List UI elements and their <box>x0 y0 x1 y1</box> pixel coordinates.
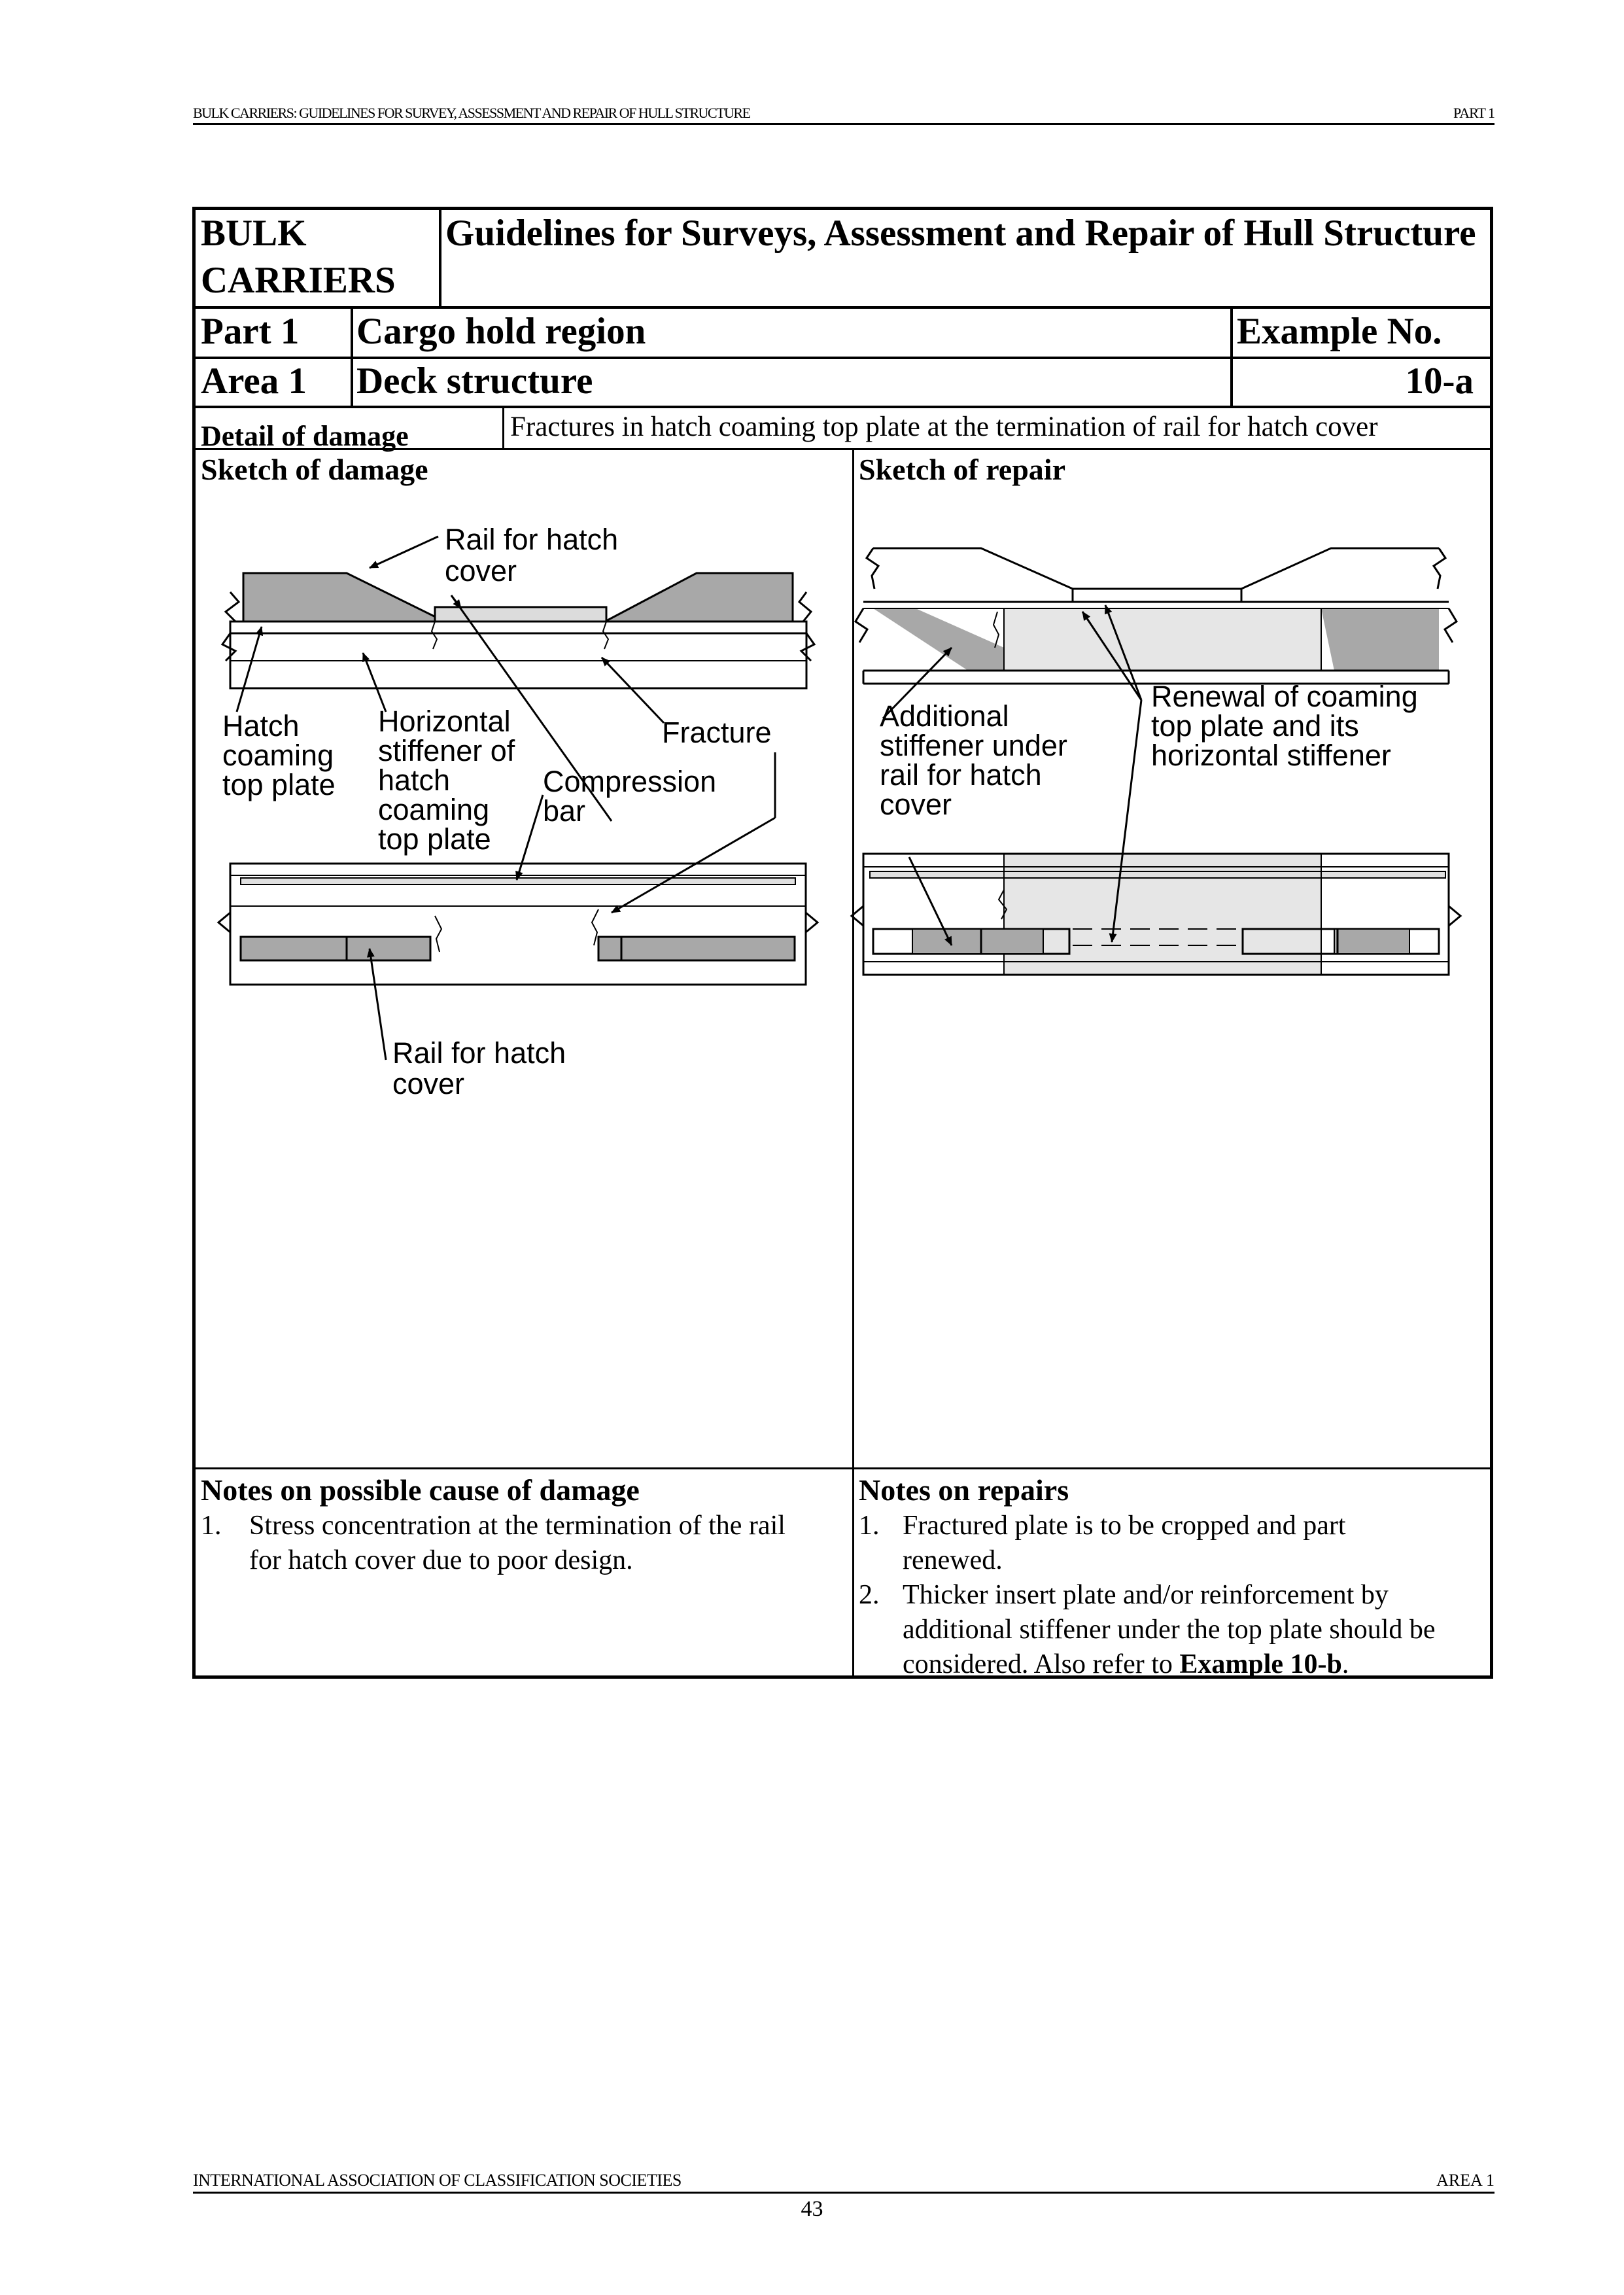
repair-elevation <box>855 548 1457 684</box>
area-label: Area 1 <box>201 360 307 402</box>
label-rail-top: Rail for hatch <box>445 523 619 556</box>
detail-text: Fractures in hatch coaming top plate at the termination of rail for hatch cover <box>510 412 1378 442</box>
label-hatch-coaming: Hatch <box>222 709 300 743</box>
header-part: PART 1 <box>1453 105 1494 121</box>
sketch-repair-heading: Sketch of repair <box>859 453 1066 486</box>
label-hatch-coaming: top plate <box>222 768 336 801</box>
label-compression-bar: Compression <box>543 765 717 798</box>
damage-plan <box>218 864 818 985</box>
footer-area: AREA 1 <box>1436 2171 1494 2190</box>
notes-repair-item-line: additional stiffener under the top plate should be <box>903 1615 1436 1645</box>
notes-cause-heading: Notes on possible cause of damage <box>201 1473 640 1507</box>
footer-organisation: INTERNATIONAL ASSOCIATION OF CLASSIFICATION SOCIETIES <box>193 2171 682 2190</box>
doc-title: Guidelines for Surveys, Assessment and Repair of Hull Structure <box>445 213 1476 254</box>
damage-sketch <box>218 523 818 1100</box>
example-number: 10-a <box>1405 360 1474 402</box>
notes-repair-item-number: 2. <box>859 1580 880 1610</box>
example-label: Example No. <box>1237 311 1442 352</box>
notes-cause-item-line: Stress concentration at the termination of the rail <box>249 1511 786 1541</box>
label-renewal: horizontal stiffener <box>1151 739 1391 772</box>
label-horizontal-stiffener: Horizontal <box>378 705 511 738</box>
label-additional-stiffener: Additional <box>880 699 1009 733</box>
label-additional-stiffener: rail for hatch <box>880 758 1042 792</box>
detail-label: Detail of damage <box>201 420 409 452</box>
notes-cause-item-line: for hatch cover due to poor design. <box>249 1545 633 1575</box>
label-horizontal-stiffener: coaming <box>378 793 490 826</box>
label-additional-stiffener: stiffener under <box>880 729 1067 762</box>
label-additional-stiffener: cover <box>880 788 952 821</box>
notes-repair-item-number: 1. <box>859 1511 880 1541</box>
sketch-damage-heading: Sketch of damage <box>201 453 428 486</box>
notes-repair-heading: Notes on repairs <box>859 1473 1069 1507</box>
part-label: Part 1 <box>201 311 300 352</box>
repair-plan <box>852 854 1460 975</box>
notes-repair-item-line: Thicker insert plate and/or reinforcement by <box>903 1580 1389 1610</box>
label-rail-bottom: Rail for hatch <box>392 1036 566 1070</box>
notes-repair-item-line: considered. Also refer to Example 10-b. <box>903 1649 1349 1679</box>
part-name: Cargo hold region <box>356 311 646 352</box>
running-footer <box>193 2169 1494 2194</box>
label-compression-bar: bar <box>543 794 586 828</box>
notes-repair-item-line: renewed. <box>903 1545 1003 1575</box>
label-horizontal-stiffener: top plate <box>378 822 491 856</box>
label-horizontal-stiffener: hatch <box>378 763 451 797</box>
damage-elevation <box>222 573 814 688</box>
area-name: Deck structure <box>356 360 593 402</box>
label-renewal: Renewal of coaming <box>1151 680 1418 713</box>
repair-sketch <box>852 548 1460 975</box>
label-rail-bottom: cover <box>392 1067 465 1100</box>
label-fracture: Fracture <box>662 716 772 749</box>
notes-cause-item-number: 1. <box>201 1511 222 1541</box>
label-hatch-coaming: coaming <box>222 739 334 772</box>
label-horizontal-stiffener: stiffener of <box>378 734 515 767</box>
label-rail-top: cover <box>445 554 517 587</box>
page-number: 43 <box>801 2197 823 2221</box>
label-renewal: top plate and its <box>1151 709 1359 743</box>
doc-type: BULK CARRIERS <box>201 213 396 301</box>
header-title: BULK CARRIERS: GUIDELINES FOR SURVEY, ASSESSMENT AND REPAIR OF HULL STRUCTURE <box>193 105 750 121</box>
notes-repair-item-line: Fractured plate is to be cropped and part <box>903 1511 1346 1541</box>
example-reference: Example 10-b <box>1179 1649 1342 1679</box>
